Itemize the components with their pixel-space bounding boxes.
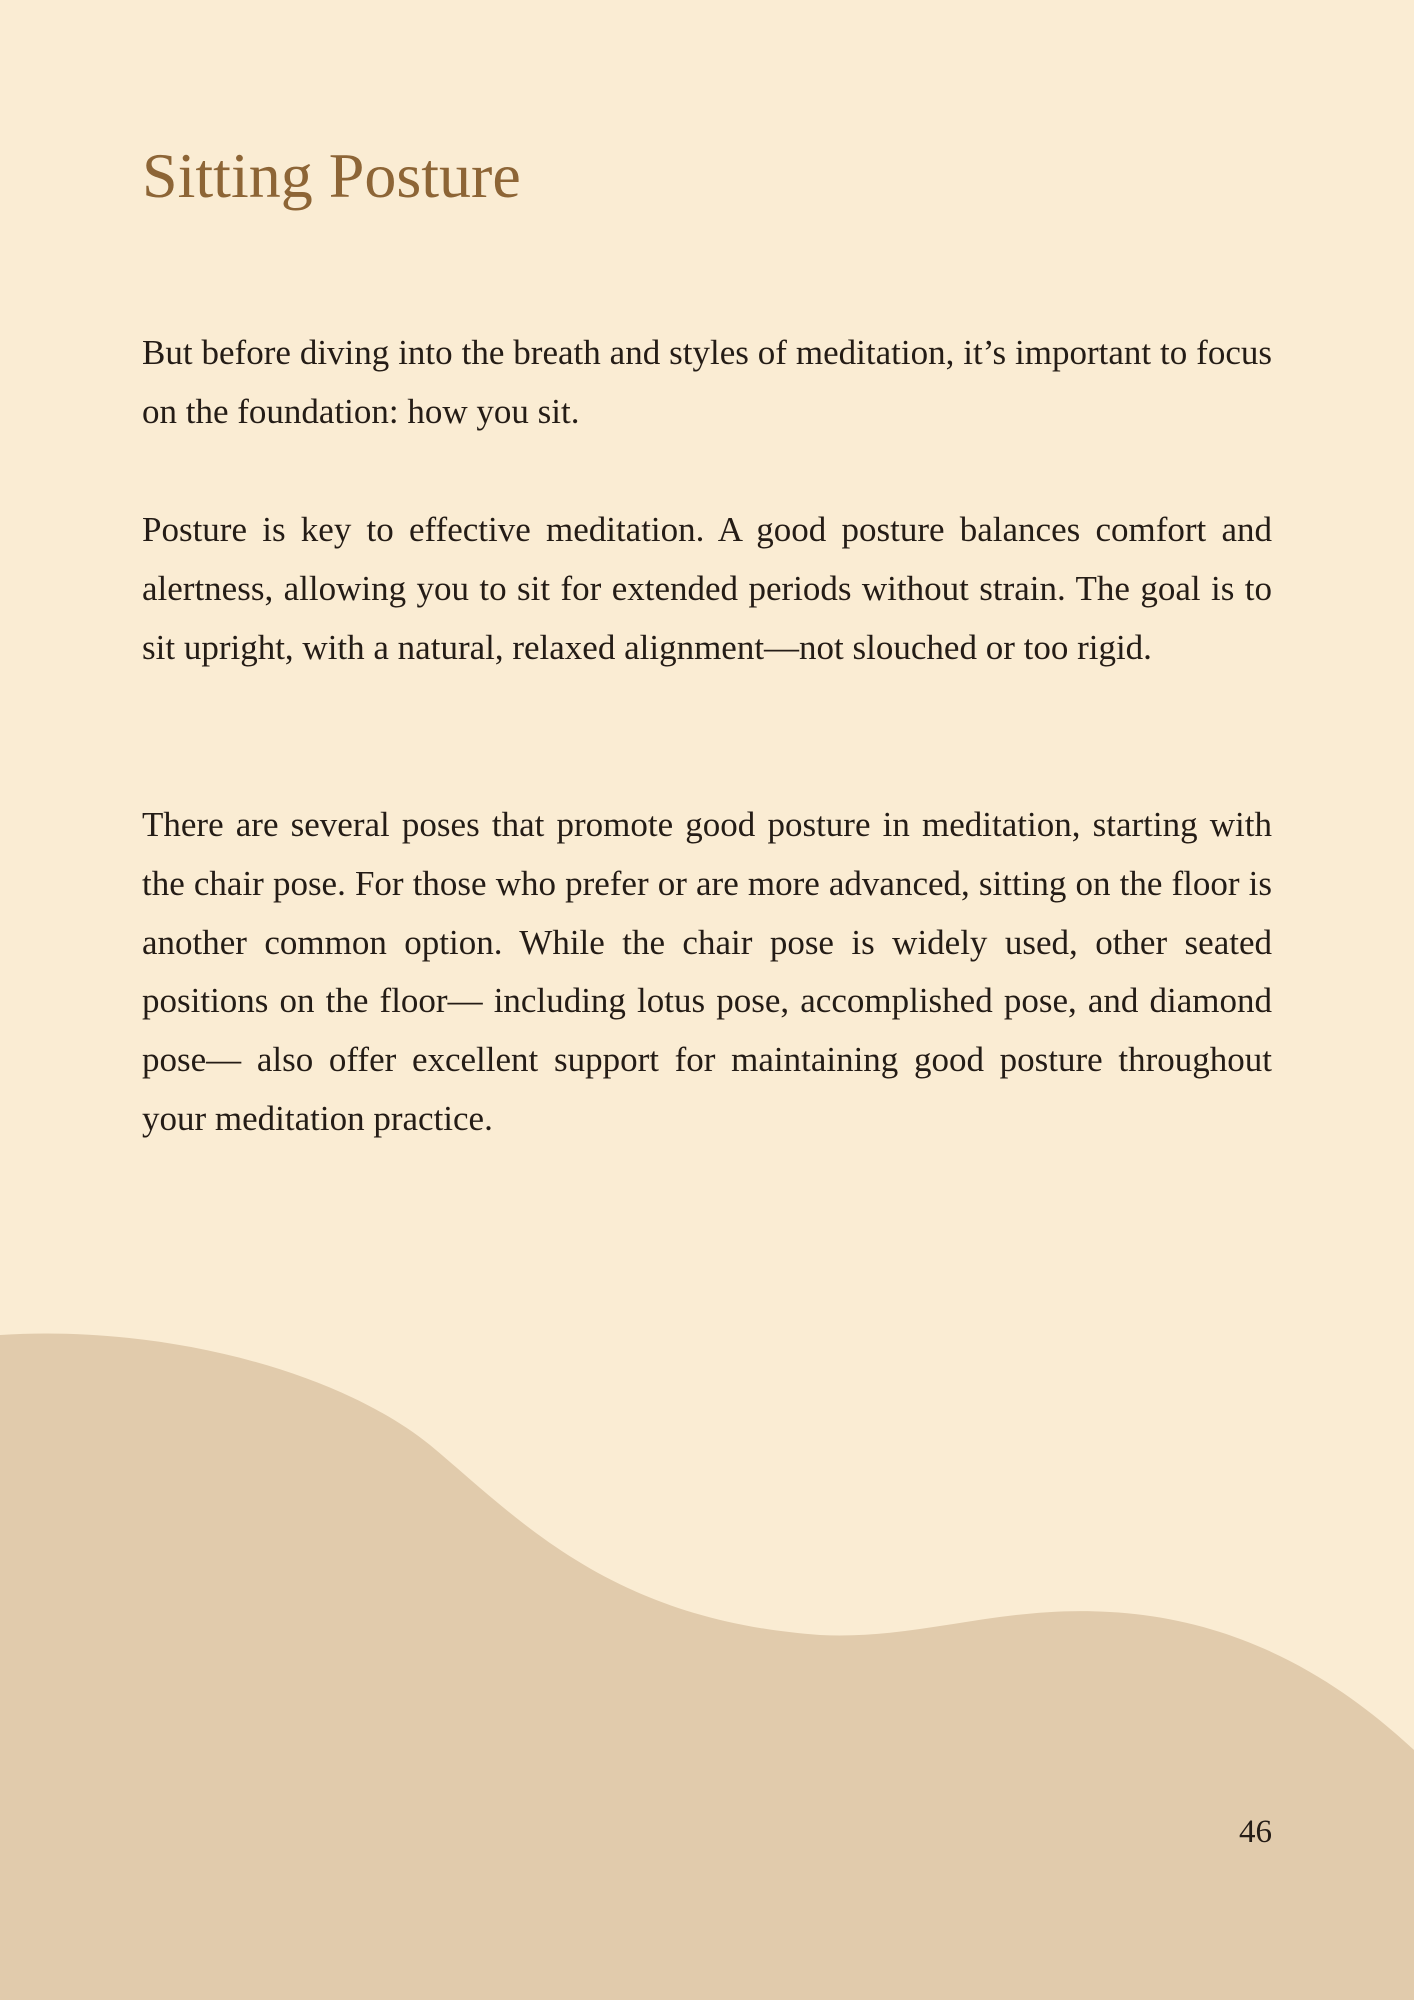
body-paragraph: Posture is key to effective meditation. A good posture balances comfort and alertness, allowing you to sit for extended periods without strain. The goal is to sit upright, with a natural, relaxed alignment—not slouched or too rigid. [142,510,1272,667]
page-number: 46 [1239,1814,1272,1850]
page-title: Sitting Posture [142,140,521,211]
wave-shape [0,1333,1414,2000]
body-paragraph: There are several poses that promote good posture in meditation, starting with the chair pose. For those who prefer or are more advanced, sitting on the floor is another common option. While the chair pose is widely used, other seated positions on the floor— including lotus pose, accomplished pose, and diamond pose— also offer excellent support for maintaining good posture throughout your meditation practice. [142,805,1272,1138]
body-paragraph: But before diving into the breath and styles of meditation, it’s important to focus on the foundation: how you sit. [142,333,1272,431]
